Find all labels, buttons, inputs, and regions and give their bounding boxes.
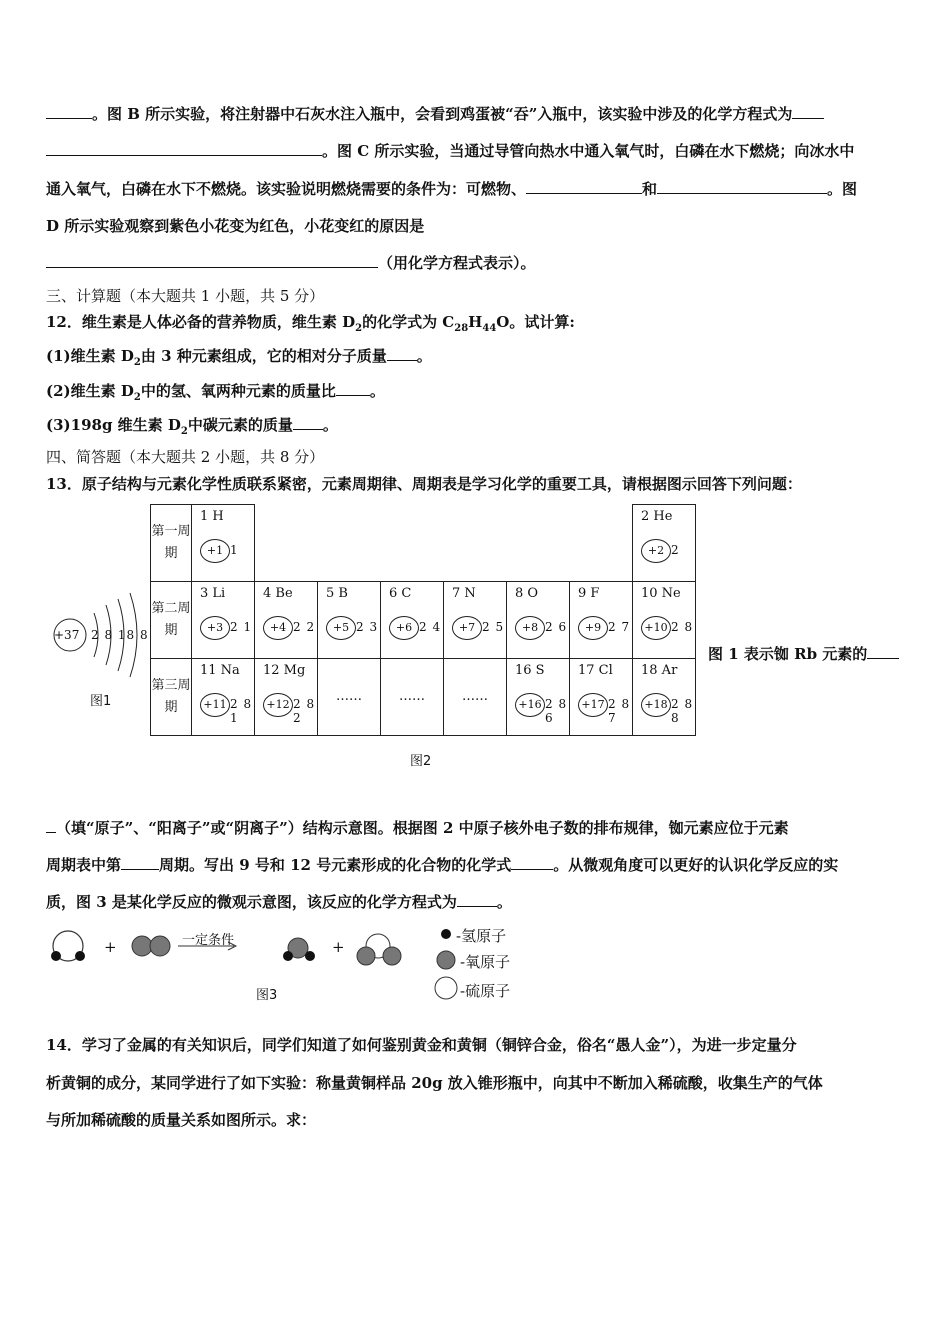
question-13-line-4: 质，图 3 是某化学反应的微观示意图，该反应的化学方程式为 。 bbox=[46, 893, 512, 911]
period-label: 第二周期 bbox=[151, 582, 192, 659]
reaction-condition: 一定条件 bbox=[182, 933, 235, 948]
text-line-4: D 所示实验观察到紫色小花变为红色，小花变红的原因是 bbox=[46, 217, 425, 235]
element-cell: 9 F +9 2 7 bbox=[570, 582, 633, 659]
legend-hydrogen: -氢原子 bbox=[456, 927, 507, 945]
figure-2-periodic-table bbox=[150, 504, 696, 736]
question-12-1: (1)维生素 $D_2$由 3 种元素组成，它的相对分子质量 。 bbox=[46, 347, 432, 368]
ellipsis-cell: …… bbox=[444, 659, 507, 736]
figure-2-caption: 图2 bbox=[410, 754, 432, 769]
text-line-2: 。图 C 所示实验，当通过导管向热水中通入氧气时，白磷在水下燃烧；向冰水中 bbox=[46, 140, 854, 161]
rb-shells: 2 8 18 8 bbox=[91, 628, 149, 642]
answer-blank[interactable] bbox=[526, 179, 642, 194]
answer-blank[interactable] bbox=[457, 892, 497, 907]
legend-sulfur: -硫原子 bbox=[460, 982, 511, 1000]
figure-1-caption: 图1 bbox=[90, 694, 112, 709]
element-cell: 5 B +5 2 3 bbox=[318, 582, 381, 659]
element-cell: 11 Na +11 2 8 1 bbox=[192, 659, 255, 736]
text-line-1: 。图 B 所示实验，将注射器中石灰水注入瓶中，会看到鸡蛋被“吞”入瓶中，该实验中涉及的化学方程式为 bbox=[46, 103, 824, 124]
ellipsis-cell: …… bbox=[381, 659, 444, 736]
answer-blank[interactable] bbox=[46, 253, 378, 268]
question-13: 13．原子结构与元素化学性质联系紧密，元素周期律、周期表是学习化学的重要工具，请根据图示回答下列问题： bbox=[46, 475, 802, 493]
figure-3-caption: 图3 bbox=[256, 988, 278, 1003]
answer-blank[interactable] bbox=[387, 346, 417, 361]
question-14-line-1: 14．学习了金属的有关知识后，同学们知道了如何鉴别黄金和黄铜（铜锌合金，俗名“愚人金”），为进一步定量分 bbox=[46, 1036, 797, 1054]
element-cell: 7 N +7 2 5 bbox=[444, 582, 507, 659]
answer-blank[interactable] bbox=[336, 381, 370, 396]
element-cell: 18 Ar +18 2 8 8 bbox=[633, 659, 696, 736]
answer-blank[interactable] bbox=[46, 104, 92, 119]
answer-blank[interactable] bbox=[293, 415, 323, 430]
text-line-5: （用化学方程式表示）。 bbox=[46, 252, 536, 273]
answer-blank[interactable] bbox=[792, 104, 824, 119]
question-13-line-2: （填“原子”、“阳离子”或“阴离子”）结构示意图。根据图 2 中原子核外电子数的排布规律，铷元素应位于元素 bbox=[46, 817, 789, 838]
element-cell: 4 Be +4 2 2 bbox=[255, 582, 318, 659]
question-12-2: (2)维生素 $D_2$中的氢、氧两种元素的质量比 。 bbox=[46, 382, 385, 403]
answer-blank[interactable] bbox=[867, 644, 899, 659]
text-line-3: 通入氧气，白磷在水下不燃烧。该实验说明燃烧需要的条件为：可燃物、 和 。图 bbox=[46, 180, 858, 198]
ellipsis-cell: …… bbox=[318, 659, 381, 736]
rb-nucleus: +37 bbox=[54, 628, 80, 642]
element-cell: 8 O +8 2 6 bbox=[507, 582, 570, 659]
figure-3-reaction-right bbox=[280, 922, 420, 972]
element-cell: 2 He +2 2 bbox=[633, 505, 696, 582]
answer-blank[interactable] bbox=[657, 179, 827, 194]
question-13-line-3: 周期表中第 周期。写出 9 号和 12 号元素形成的化合物的化学式 。从微观角度可以更好的认识化学反应的实 bbox=[46, 856, 839, 874]
period-label: 第三周期 bbox=[151, 659, 192, 736]
answer-blank[interactable] bbox=[121, 855, 159, 870]
element-cell: 6 C +6 2 4 bbox=[381, 582, 444, 659]
plus-sign: + bbox=[332, 938, 345, 956]
answer-blank[interactable] bbox=[46, 818, 56, 833]
element-cell: 10 Ne +10 2 8 bbox=[633, 582, 696, 659]
plus-sign: + bbox=[104, 938, 117, 956]
answer-blank[interactable] bbox=[46, 141, 322, 156]
element-cell: 12 Mg +12 2 8 2 bbox=[255, 659, 318, 736]
period-label: 第一周期 bbox=[151, 505, 192, 582]
element-cell: 17 Cl +17 2 8 7 bbox=[570, 659, 633, 736]
section-4-heading: 四、简答题（本大题共 2 小题，共 8 分） bbox=[46, 448, 325, 466]
figure-1-side-text: 图 1 表示铷 Rb 元素的 bbox=[708, 643, 899, 664]
section-3-heading: 三、计算题（本大题共 1 小题，共 5 分） bbox=[46, 287, 325, 305]
question-14-line-3: 与所加稀硫酸的质量关系如图所示。求： bbox=[46, 1111, 317, 1129]
question-12: 12．维生素是人体必备的营养物质，维生素 $D_2$的化学式为 $C_{28}H_{44}O$。试计算: bbox=[46, 313, 575, 334]
question-14-line-2: 析黄铜的成分，某同学进行了如下实验：称量黄铜样品 20g 放入锥形瓶中，向其中不断加入稀硫酸，收集生产的气体 bbox=[46, 1074, 823, 1092]
element-cell: 1 H +1 1 bbox=[192, 505, 255, 582]
legend-oxygen: -氧原子 bbox=[460, 953, 511, 971]
answer-blank[interactable] bbox=[511, 855, 553, 870]
question-12-3: (3)198g 维生素 $D_2$中碳元素的质量 。 bbox=[46, 416, 338, 437]
element-cell: 16 S +16 2 8 6 bbox=[507, 659, 570, 736]
element-cell: 3 Li +3 2 1 bbox=[192, 582, 255, 659]
